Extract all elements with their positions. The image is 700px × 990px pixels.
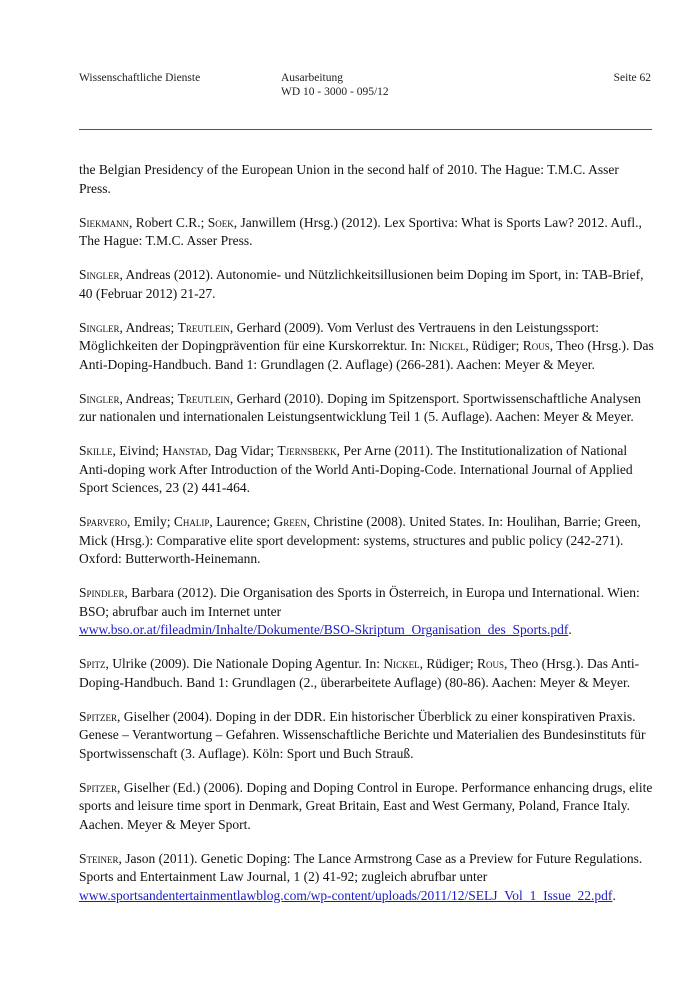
page-number: Seite 62 <box>613 72 651 84</box>
author-name: Steiner <box>79 850 119 866</box>
author-name: Soek <box>207 214 234 230</box>
reference-entry: Spindler, Barbara (2012). Die Organisation des Sports in Österreich, in Europa und International. Wien: BSO; abrufbar auch im Internet unter www.bso.or.at/fileadmin/Inhalte/Dokumente/BSO-Skriptum_Organisation_des_Sports.pdf. <box>79 585 640 637</box>
author-name: Spitzer <box>79 779 118 795</box>
reference-entry: Spitz, Ulrike (2009). Die Nationale Doping Agentur. In: Nickel, Rüdiger; Rous, Theo (Hrsg.). Das Anti-Doping-Handbuch. Band 1: Grundlagen (2., überarbeitete Auflage) (80-86). Aachen: Meyer & Meyer. <box>79 656 640 690</box>
header-doc-type: Ausarbeitung <box>281 72 343 84</box>
reference-entry: Spitzer, Giselher (Ed.) (2006). Doping and Doping Control in Europe. Performance enhancing drugs, elite sports and leisure time sport in Denmark, Great Britain, East and West Germany, Poland, France Italy. Aachen. Meyer & Meyer Sport. <box>79 779 653 832</box>
header-divider <box>79 129 652 130</box>
author-name: Spindler <box>79 585 125 600</box>
reference-entry: Singler, Andreas; Treutlein, Gerhard (2009). Vom Verlust des Vertrauens in den Leistungssport: Möglichkeiten der Dopingprävention für eine Kurskorrektur. In: Nickel, Rüdiger; Rous, Theo (Hrsg.). Das Anti-Doping-Handbuch. Band 1: Grundlagen (2. Auflage) (266-281). Aachen: Meyer & Meyer. <box>79 319 654 372</box>
author-name: Tjernsbekk <box>277 443 337 458</box>
author-name: Treutlein <box>177 319 230 335</box>
author-name: Skille <box>79 443 113 458</box>
author-name: Rous <box>522 338 550 353</box>
reference-entry: Spitzer, Giselher (2004). Doping in der DDR. Ein historischer Überblick zu einer konspirativen Praxis. Genese – Verantwortung – Gefahren. Wissenschaftliche Berichte und Materialien des Bundesinstituts für Sportwissenschaft (3. Auflage). Köln: Sport und Buch Strauß. <box>79 708 646 761</box>
reference-entry: Singler, Andreas (2012). Autonomie- und Nützlichkeitsillusionen beim Doping im Sport, in: TAB-Brief, 40 (Februar 2012) 21-27. <box>79 267 644 301</box>
header-doc-number: WD 10 - 3000 - 095/12 <box>281 86 389 98</box>
reference-entry: Steiner, Jason (2011). Genetic Doping: The Lance Armstrong Case as a Preview for Future Regulations. Sports and Entertainment Law Journal, 1 (2) 41-92; zugleich abrufbar unter www.sportsandentertainmentlawblog.com/wp-content/uploads/2011/12/SELJ_Vol_1_Issue_22.pdf. <box>79 850 643 903</box>
author-name: Singler <box>79 390 120 406</box>
reference-entry: Siekmann, Robert C.R.; Soek, Janwillem (Hrsg.) (2012). Lex Sportiva: What is Sports Law? 2012. Aufl., The Hague: T.M.C. Asser Press. <box>79 214 642 248</box>
reference-entry: Sparvero, Emily; Chalip, Laurence; Green, Christine (2008). United States. In: Houlihan, Barrie; Green, Mick (Hrsg.): Comparative elite sport development: systems, structures and public policy (242-271). Oxford: Butterworth-Heinemann. <box>79 514 641 566</box>
author-name: Green <box>273 514 307 529</box>
author-name: Rous <box>476 656 504 671</box>
author-name: Siekmann <box>79 214 130 230</box>
reference-entry: Singler, Andreas; Treutlein, Gerhard (2010). Doping im Spitzensport. Sportwissenschaftliche Analysen zur nationalen und internationalen Leistungsentwicklung Teil 1 (5. Auflage). Aachen: Meyer & Meyer. <box>79 390 641 424</box>
author-name: Spitz <box>79 656 106 671</box>
author-name: Singler <box>79 319 120 335</box>
reference-entry: the Belgian Presidency of the European Union in the second half of 2010. The Hague: T.M.C. Asser Press. <box>79 162 619 196</box>
author-name: Nickel <box>429 338 466 353</box>
author-name: Sparvero <box>79 514 127 529</box>
author-name: Hanstad <box>162 443 208 458</box>
author-name: Spitzer <box>79 708 118 724</box>
reference-entry: Skille, Eivind; Hanstad, Dag Vidar; Tjernsbekk, Per Arne (2011). The Institutionalization of National Anti-doping work After Introduction of the World Anti-Doping-Code. International Journal of Applied Sport Sciences, 23 (2) 441-464. <box>79 443 633 495</box>
bibliography <box>79 161 654 921</box>
bso-skriptum-link[interactable]: www.bso.or.at/fileadmin/Inhalte/Dokumente/BSO-Skriptum_Organisation_des_Sports.pdf <box>79 622 569 637</box>
selj-article-link[interactable]: www.sportsandentertainmentlawblog.com/wp-content/uploads/2011/12/SELJ_Vol_1_Issue_22.pdf <box>79 887 613 903</box>
author-name: Nickel <box>383 656 420 671</box>
author-name: Chalip <box>173 514 210 529</box>
author-name: Treutlein <box>177 390 230 406</box>
author-name: Singler <box>79 267 120 282</box>
header-middle <box>281 71 389 99</box>
header-left: Wissenschaftliche Dienste <box>79 72 201 84</box>
